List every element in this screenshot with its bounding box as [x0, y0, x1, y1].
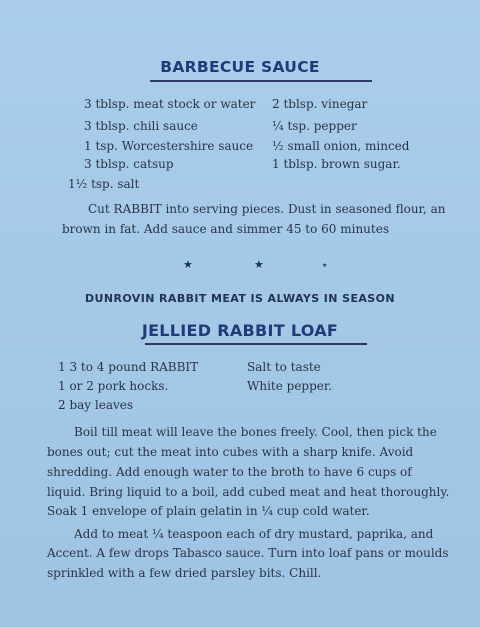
ingredient: 1 tsp. Worcestershire sauce: [84, 139, 254, 153]
title-underline: [145, 343, 367, 345]
ingredient: 1 3 to 4 pound RABBIT: [58, 360, 199, 374]
ingredient: 3 tblsp. chili sauce: [84, 119, 198, 133]
ingredient: White pepper.: [247, 379, 333, 393]
instruction-line: Accent. A few drops Tabasco sauce. Turn into loaf pans or moulds: [47, 546, 449, 560]
ingredient: 3 tblsp. meat stock or water: [84, 97, 256, 111]
star-icon: ★: [254, 258, 264, 271]
jellied-rabbit-loaf-title: JELLIED RABBIT LOAF: [141, 321, 339, 340]
ingredient: 1 tblsp. brown sugar.: [272, 157, 401, 171]
instruction-line: liquid. Bring liquid to a boil, add cubed meat and heat thoroughly.: [47, 485, 450, 499]
instruction-line: shredding. Add enough water to the broth to have 6 cups of: [47, 465, 412, 479]
instruction-line: sprinkled with a few dried parsley bits. Chill.: [47, 566, 322, 580]
star-icon: ★: [322, 262, 328, 269]
star-icon: ★: [183, 258, 193, 271]
ingredient: 1 or 2 pork hocks.: [58, 379, 169, 393]
ingredient: 1½ tsp. salt: [68, 177, 140, 191]
instruction-line: bones out; cut the meat into cubes with a sharp knife. Avoid: [47, 445, 414, 459]
title-underline: [150, 80, 372, 82]
ingredient: Salt to taste: [247, 360, 321, 374]
ingredient: 2 tblsp. vinegar: [272, 97, 368, 111]
instruction-line: Add to meat ¼ teaspoon each of dry mustard, paprika, and: [74, 527, 434, 541]
ingredient: 2 bay leaves: [58, 398, 134, 412]
instruction-line: Cut RABBIT into serving pieces. Dust in seasoned flour, an: [88, 202, 446, 216]
ingredient: ¼ tsp. pepper: [272, 119, 357, 133]
ingredient: 3 tblsp. catsup: [84, 157, 174, 171]
instruction-line: Soak 1 envelope of plain gelatin in ¼ cup cold water.: [47, 504, 370, 518]
barbecue-sauce-title: BARBECUE SAUCE: [160, 58, 320, 76]
ingredient: ½ small onion, minced: [272, 139, 410, 153]
instruction-line: Boil till meat will leave the bones freely. Cool, then pick the: [74, 425, 437, 439]
slogan: DUNROVIN RABBIT MEAT IS ALWAYS IN SEASON: [85, 292, 395, 305]
instruction-line: brown in fat. Add sauce and simmer 45 to 60 minutes: [62, 222, 389, 236]
